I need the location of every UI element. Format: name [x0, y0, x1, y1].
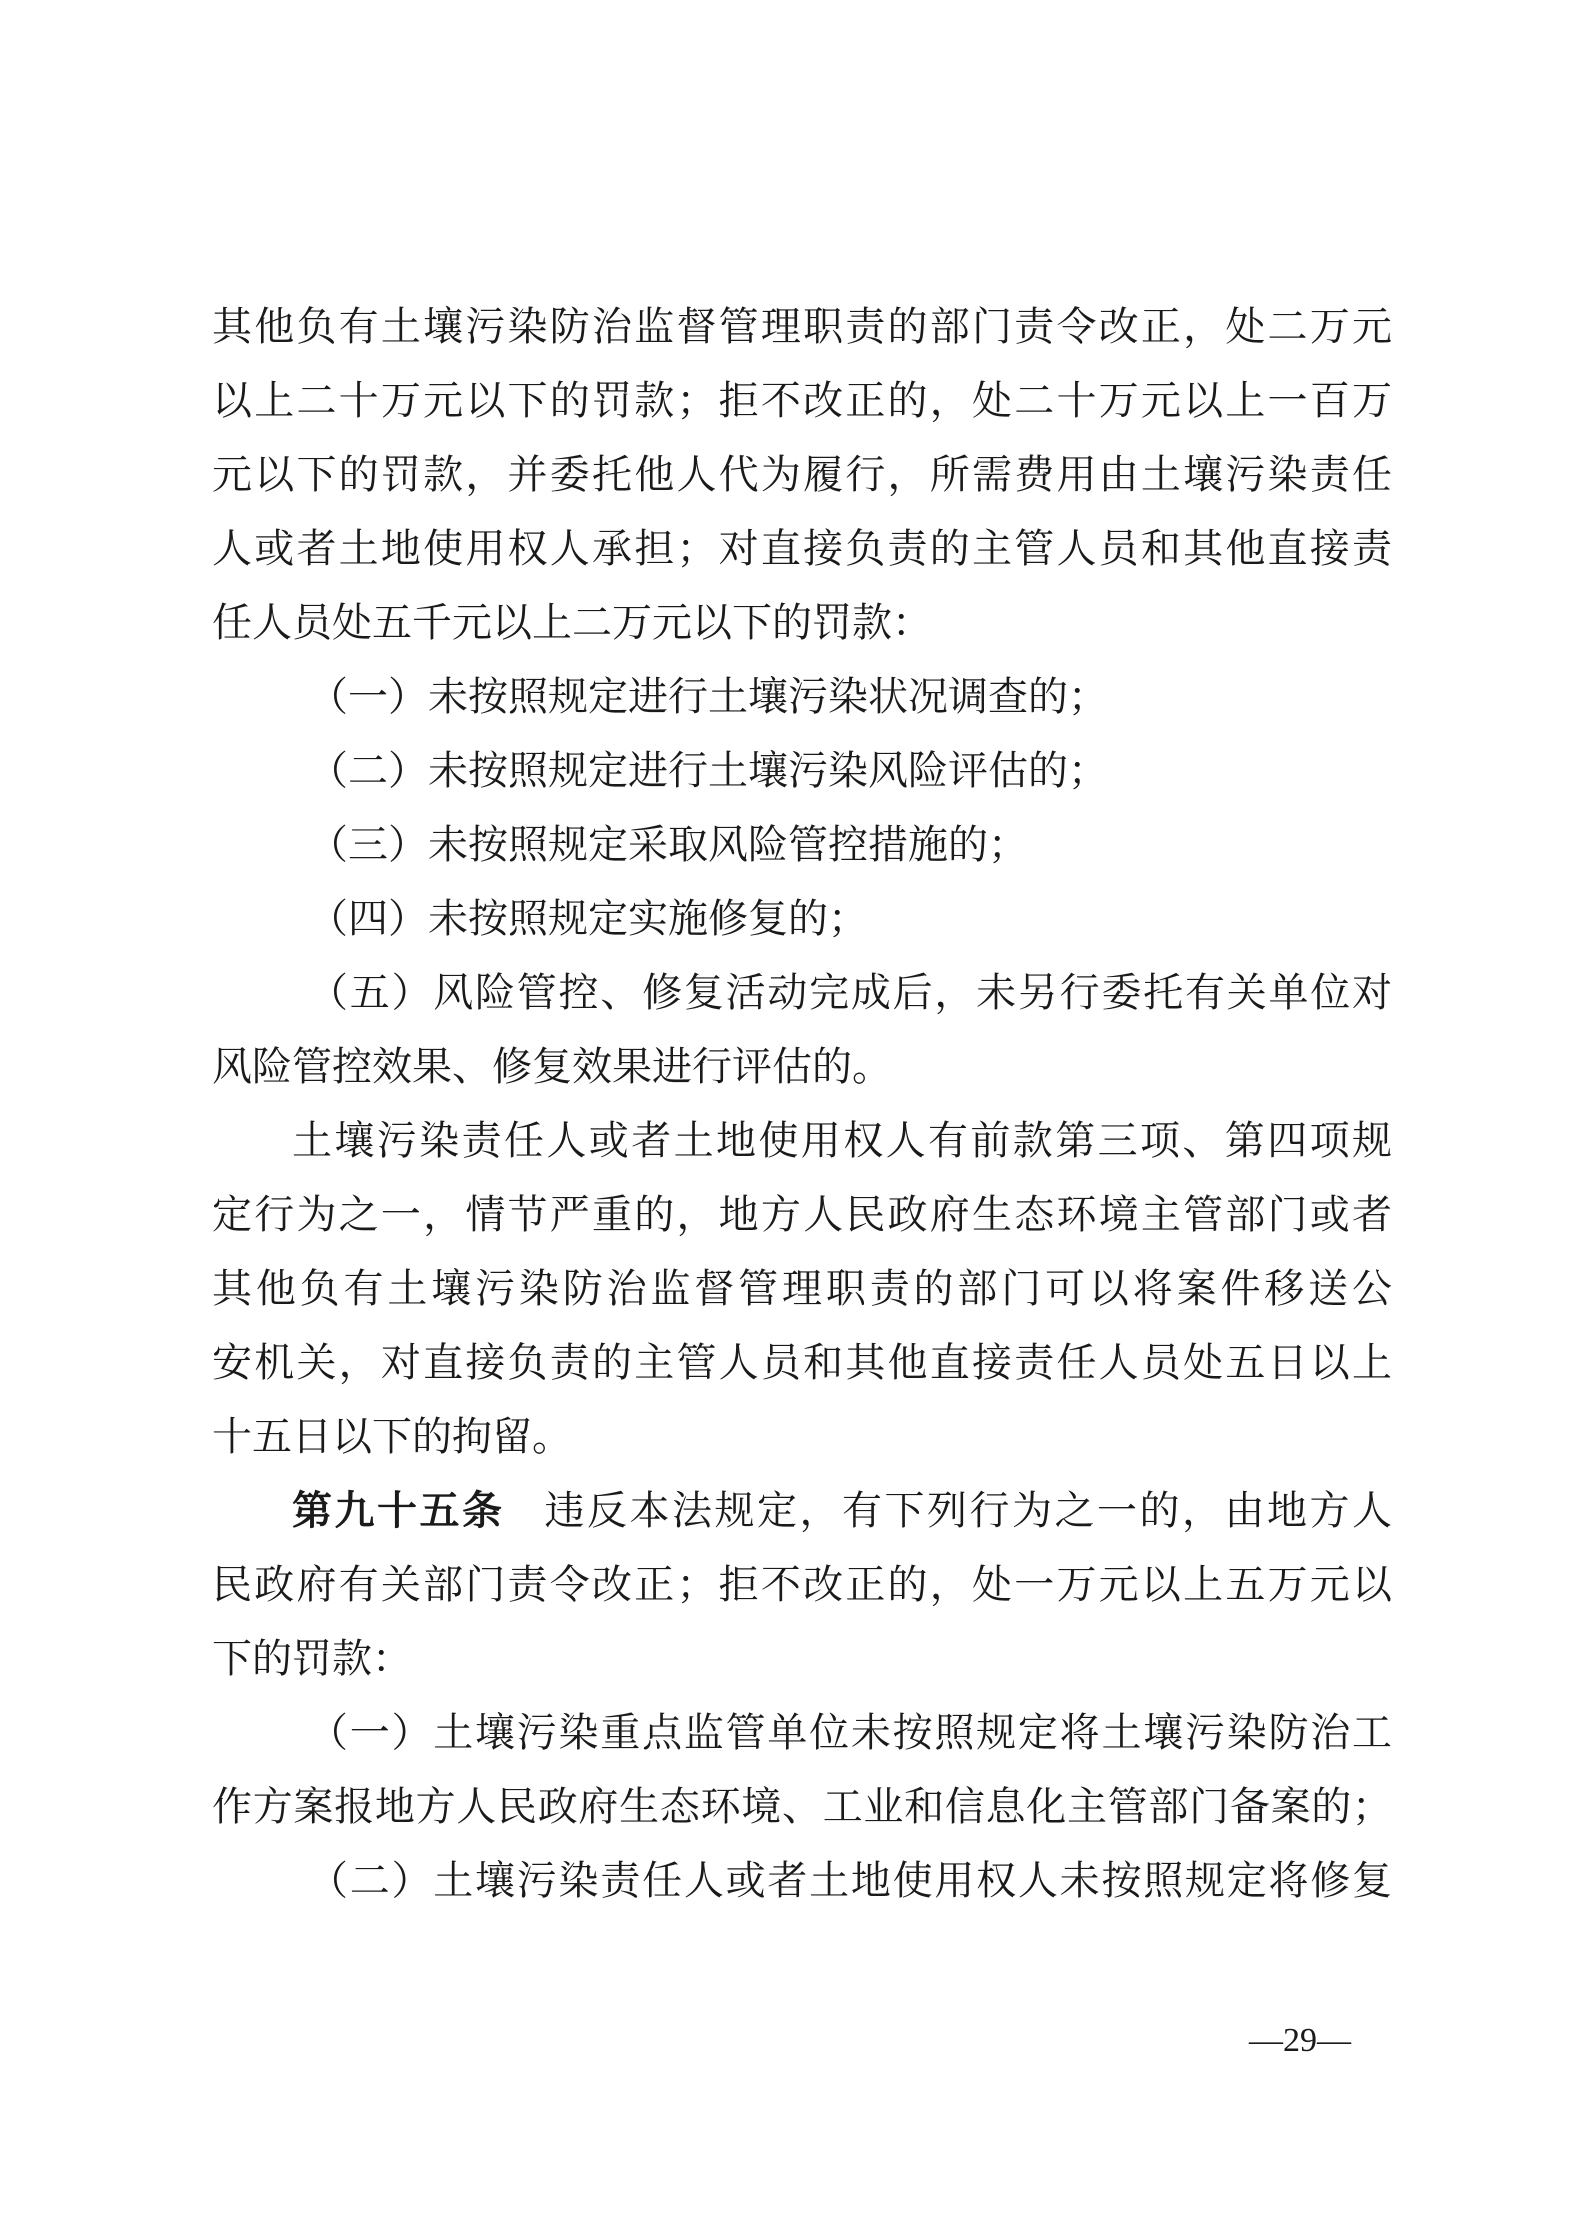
text-line: 人或者土地使用权人承担；对直接负责的主管人员和其他直接责 — [212, 526, 1392, 572]
text-line: 其他负有土壤污染防治监督管理职责的部门责令改正，处二万元 — [212, 304, 1392, 350]
body-text — [212, 290, 1392, 1918]
text-line: 任人员处五千元以上二万元以下的罚款： — [212, 600, 932, 646]
article-line: 下的罚款： — [212, 1636, 412, 1682]
list-item: （三）未按照规定采取风险管控措施的； — [308, 822, 1028, 868]
list-item-continuation: 风险管控效果、修复效果进行评估的。 — [212, 1044, 892, 1090]
list-item: （二）土壤污染责任人或者土地使用权人未按照规定将修复 — [308, 1858, 1392, 1904]
article-title: 第九十五条 — [292, 1488, 505, 1534]
list-item: （一）未按照规定进行土壤污染状况调查的； — [308, 674, 1108, 720]
list-item: （五）风险管控、修复活动完成后，未另行委托有关单位对 — [308, 970, 1392, 1016]
paragraph-line: 其他负有土壤污染防治监督管理职责的部门可以将案件移送公 — [212, 1266, 1392, 1312]
text-line: 以上二十万元以下的罚款；拒不改正的，处二十万元以上一百万 — [212, 378, 1392, 424]
page-number: —29— — [1249, 2022, 1351, 2059]
article-line: 民政府有关部门责令改正；拒不改正的，处一万元以上五万元以 — [212, 1562, 1392, 1608]
text-line: 元以下的罚款，并委托他人代为履行，所需费用由土壤污染责任 — [212, 452, 1392, 498]
article-text: 违反本法规定，有下列行为之一的，由地方人 — [544, 1488, 1392, 1534]
paragraph-line: 定行为之一，情节严重的，地方人民政府生态环境主管部门或者 — [212, 1192, 1392, 1238]
paragraph-line: 土壤污染责任人或者土地使用权人有前款第三项、第四项规 — [292, 1118, 1392, 1164]
list-item: （一）土壤污染重点监管单位未按照规定将土壤污染防治工 — [308, 1710, 1392, 1756]
article-line — [212, 1474, 1392, 1548]
paragraph-line: 安机关，对直接负责的主管人员和其他直接责任人员处五日以上 — [212, 1340, 1392, 1386]
list-item: （二）未按照规定进行土壤污染风险评估的； — [308, 748, 1108, 794]
paragraph-line: 十五日以下的拘留。 — [212, 1414, 572, 1460]
list-item: （四）未按照规定实施修复的； — [308, 896, 868, 942]
list-item-continuation: 作方案报地方人民政府生态环境、工业和信息化主管部门备案的； — [212, 1784, 1392, 1830]
